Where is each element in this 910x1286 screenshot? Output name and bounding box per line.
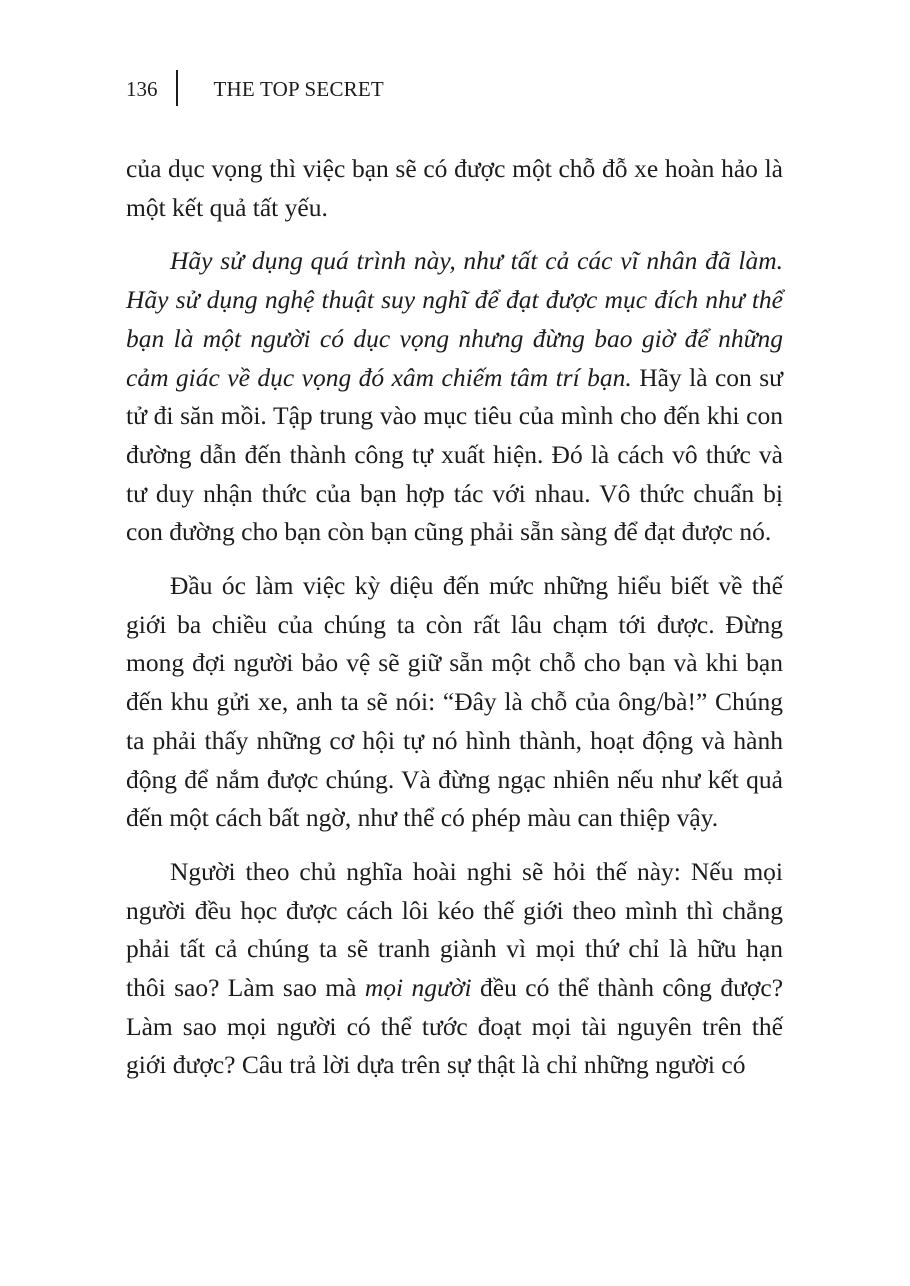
paragraph-1-text: của dục vọng thì việc bạn sẽ có được một chỗ đỗ xe hoàn hảo là một kết quả tất yếu. <box>126 154 783 222</box>
paragraph-2-italic-text: Hãy sử dụng quá trình này, như tất cả các vĩ nhân đã làm. Hãy sử dụng nghệ thuật suy nghĩ để đạt được mục đích như thể bạn là một người có dục vọng nhưng đừng bao giờ để những cảm giác về dục vọng đó xâm chiếm tâm trí bạn. <box>126 246 783 392</box>
paragraph-2 <box>126 242 783 552</box>
page-header <box>126 74 384 110</box>
paragraph-4-text-start: Người theo chủ nghĩa hoài nghi sẽ hỏi thế này: Nếu mọi người đều học được cách lôi kéo thế giới theo mình thì chẳng phải tất cả chúng ta sẽ tranh giành vì mọi thứ chỉ là hữu hạn thôi sao? Làm sao mà <box>126 856 783 1003</box>
paragraph-1 <box>126 150 783 227</box>
paragraph-3-text: Đầu óc làm việc kỳ diệu đến mức những hiểu biết về thế giới ba chiều của chúng ta còn rất lâu chạm tới được. Đừng mong đợi người bảo vệ sẽ giữ sẵn một chỗ cho bạn và khi bạn đến khu gửi xe, anh ta sẽ nói: “Đây là chỗ của ông/bà!” Chúng ta phải thấy những cơ hội tự nó hình thành, hoạt động và hành động để nắm được chúng. Và đừng ngạc nhiên nếu như kết quả đến một cách bất ngờ, như thể có phép màu can thiệp vậy. <box>126 571 783 833</box>
page-number: 136 <box>126 77 158 101</box>
paragraph-4-text-end: đều có thể thành công được? Làm sao mọi người có thể tước đoạt mọi tài nguyên trên thế giới được? Câu trả lời dựa trên sự thật là chỉ những người có <box>126 973 784 1080</box>
paragraph-3 <box>126 567 783 838</box>
running-title: THE TOP SECRET <box>213 77 384 101</box>
paragraph-2-text: Hãy là con sư tử đi săn mồi. Tập trung vào mục tiêu của mình cho đến khi con đường dẫn đến thành công tự xuất hiện. Đó là cách vô thức và tư duy nhận thức của bạn hợp tác với nhau. Vô thức chuẩn bị con đường cho bạn còn bạn cũng phải sẵn sàng để đạt được nó. <box>126 362 784 547</box>
paragraph-4-italic-text: mọi người <box>364 973 472 1003</box>
paragraph-4 <box>126 853 783 1085</box>
body-text <box>126 150 783 1085</box>
